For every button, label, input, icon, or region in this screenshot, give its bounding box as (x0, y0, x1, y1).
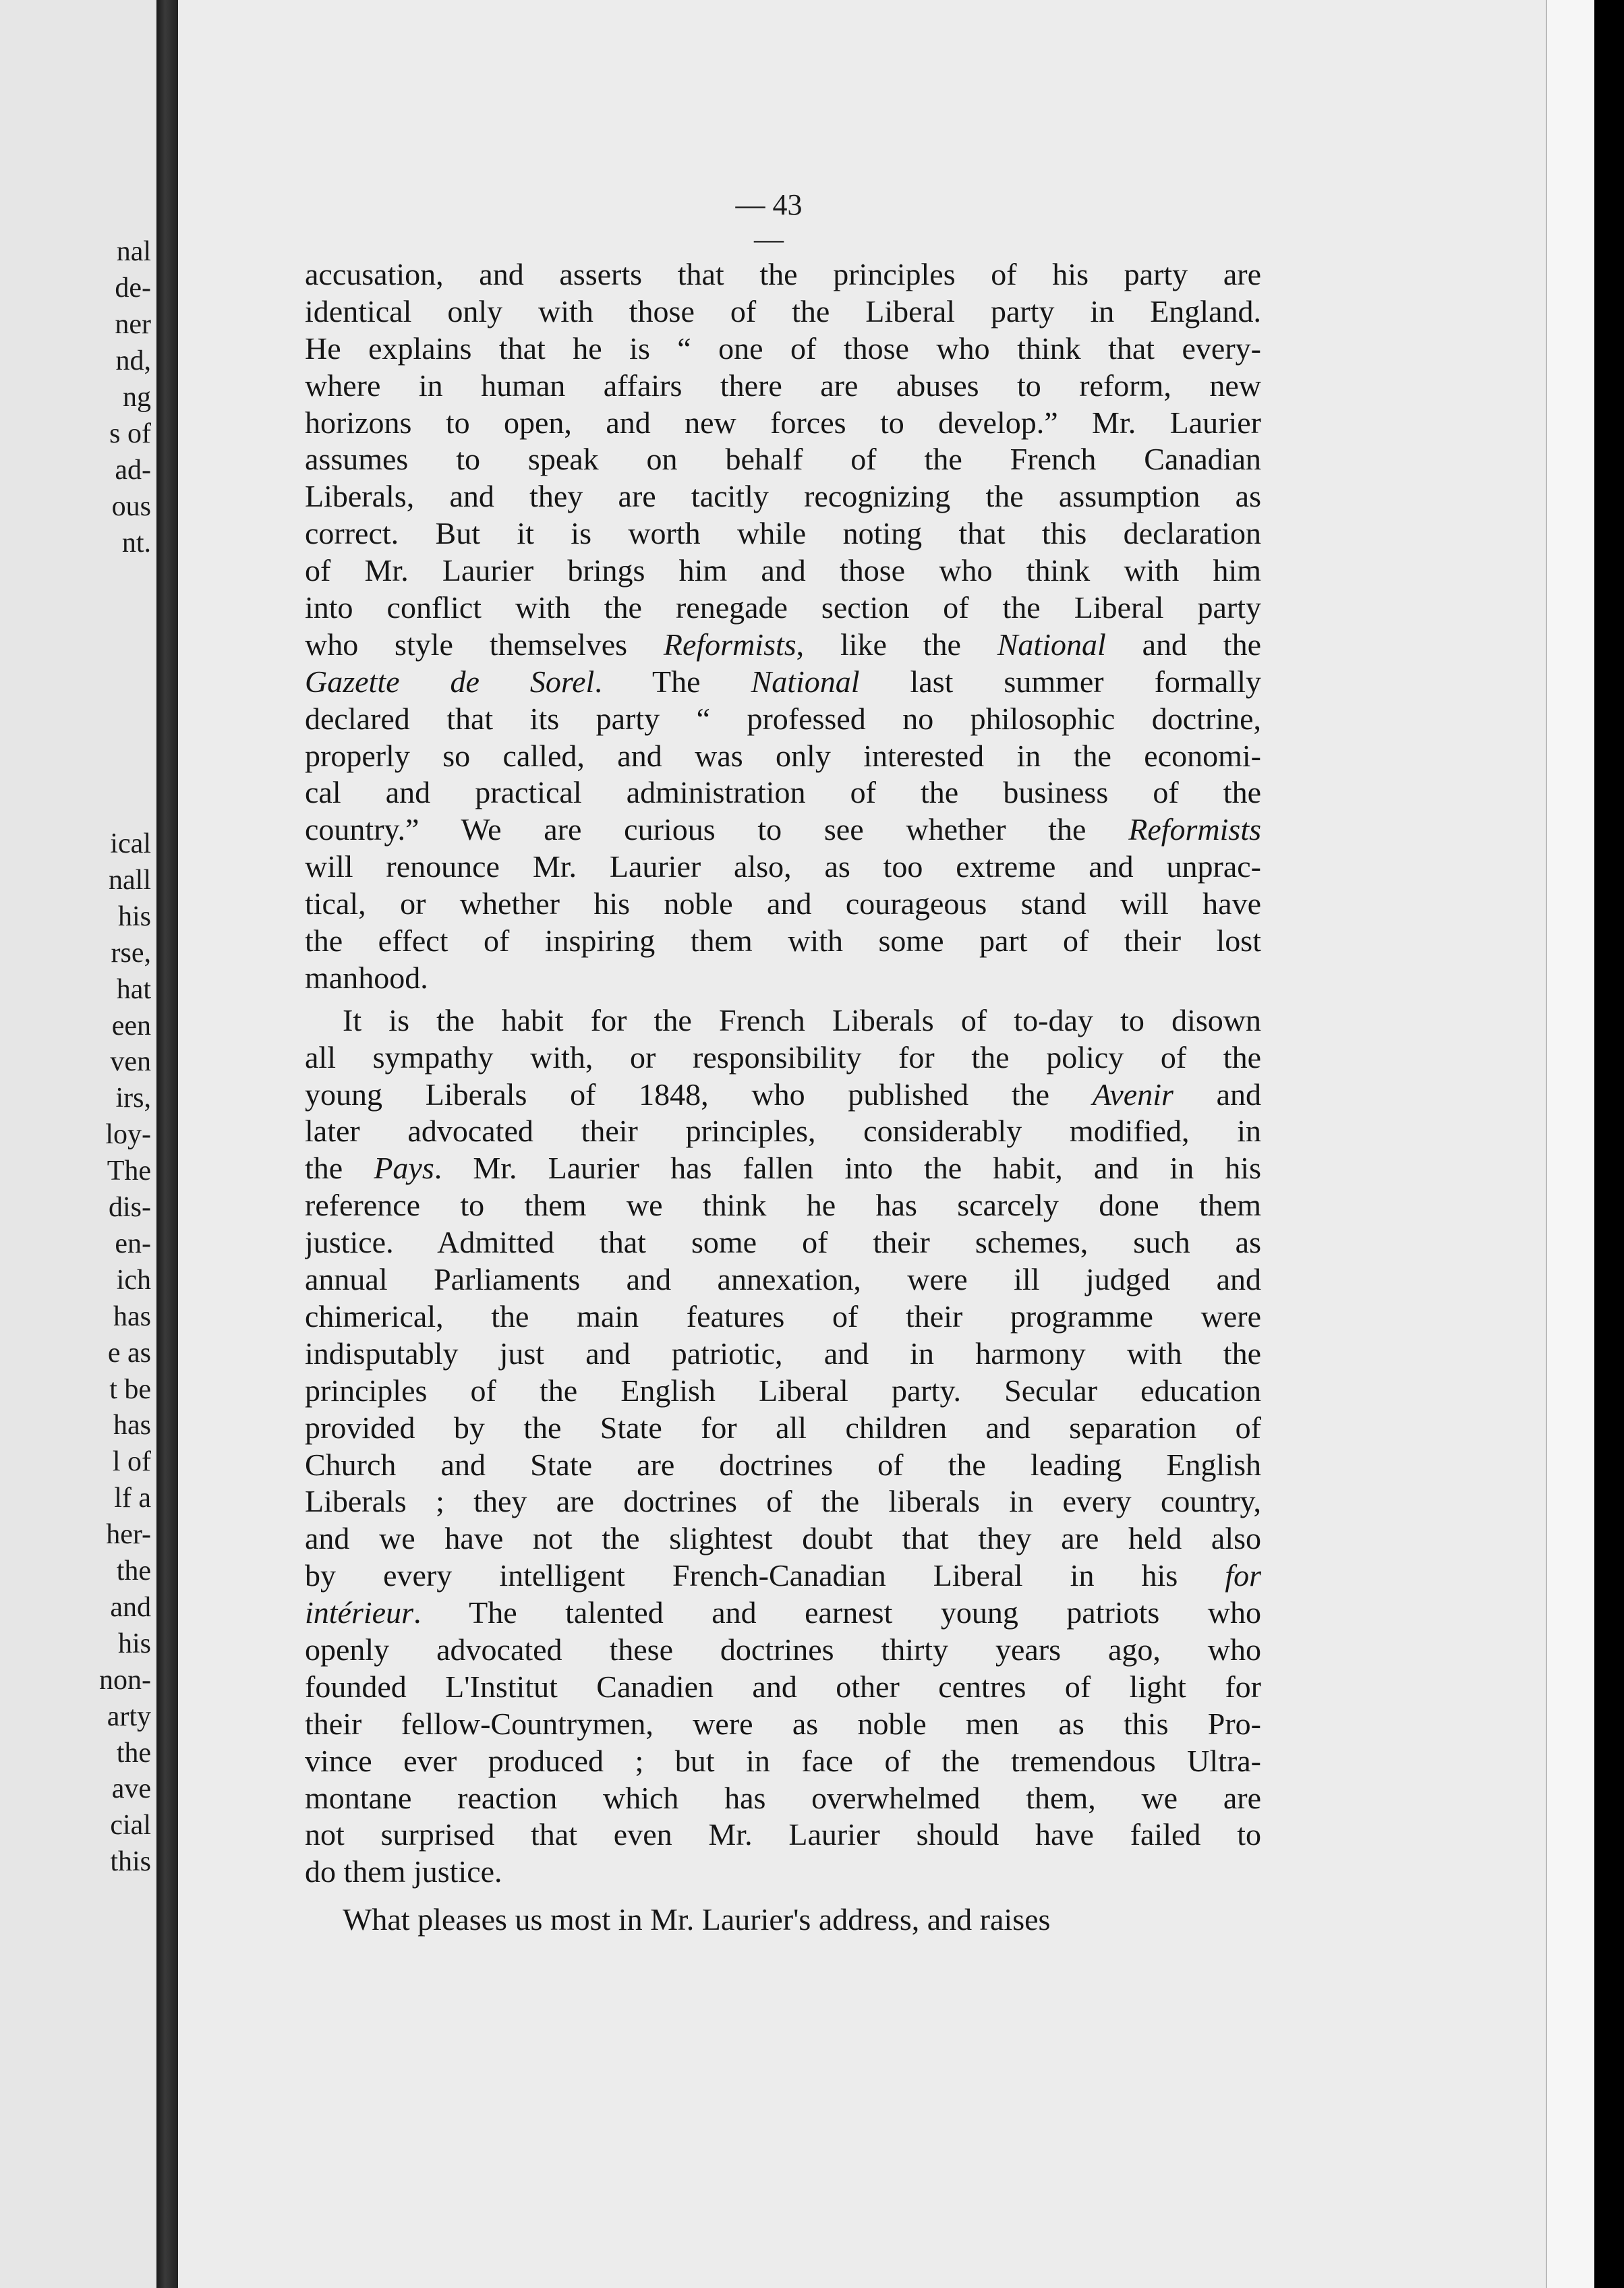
left-page-fragment: e as (107, 1337, 151, 1369)
left-page-fragment: ich (116, 1264, 151, 1296)
left-page-fragment: dis- (109, 1192, 151, 1223)
text-line: where in human affairs there are abuses to reform, new (305, 368, 1261, 403)
text-line: Liberals ; they are doctrines of the liberals in every country, (305, 1484, 1261, 1519)
left-page-fragment: rse, (111, 937, 151, 969)
left-page-fragment: cial (110, 1810, 151, 1841)
text-line: properly so called, and was only interested in the economi- (305, 738, 1261, 773)
left-page-fragment: arty (107, 1700, 151, 1732)
left-page-fragment: has (113, 1410, 151, 1441)
left-page-fragment: ous (111, 491, 151, 522)
text-line: the effect of inspiring them with some part of their lost (305, 923, 1261, 959)
left-page-fragment: l of (112, 1446, 151, 1478)
text-line: reference to them we think he has scarcely done them (305, 1188, 1261, 1223)
text-line: principles of the English Liberal party. Secular education (305, 1373, 1261, 1408)
text-line: correct. But it is worth while noting that this declaration (305, 516, 1261, 551)
text-line: It is the habit for the French Liberals of to-day to disown (343, 1002, 1261, 1037)
text-line: Church and State are doctrines of the leading English (305, 1447, 1261, 1482)
page-number: — 43 — (735, 188, 803, 256)
left-page-edge (0, 0, 156, 2288)
text-line: Liberals, and they are tacitly recognizing the assumption as (305, 479, 1261, 514)
text-line: later advocated their principles, considerably modified, in (305, 1114, 1261, 1149)
text-line: intérieur. The talented and earnest young patriots who (305, 1595, 1261, 1630)
left-page-fragment: ad- (115, 455, 151, 486)
left-page-fragment: the (116, 1555, 151, 1586)
text-line: country.” We are curious to see whether the Reformists (305, 812, 1261, 847)
text-line: cal and practical administration of the business of the (305, 775, 1261, 810)
text-line: into conflict with the renegade section of the Liberal party (305, 590, 1261, 625)
text-line: provided by the State for all children and separation of (305, 1410, 1261, 1445)
text-line: do them justice. (305, 1854, 502, 1889)
left-page-fragment: her- (106, 1519, 151, 1551)
text-line: young Liberals of 1848, who published the Avenir and (305, 1077, 1261, 1112)
text-line: their fellow-Countrymen, were as noble men as this Pro- (305, 1706, 1261, 1741)
left-page-fragment: nt. (121, 527, 151, 559)
left-page-fragment: The (107, 1155, 151, 1187)
text-line: justice. Admitted that some of their schemes, such as (305, 1225, 1261, 1260)
left-page-fragment: ng (123, 382, 151, 413)
text-line: tical, or whether his noble and courageous stand will have (305, 886, 1261, 921)
left-page-fragment: nal (116, 236, 151, 267)
text-line: montane reaction which has overwhelmed them, we are (305, 1780, 1261, 1815)
left-page-fragment: his (117, 900, 151, 932)
right-page-edge (1546, 0, 1594, 2288)
left-page-fragment: ner (115, 309, 151, 340)
left-page-fragment: de- (115, 273, 151, 304)
left-page-fragment: irs, (115, 1083, 151, 1114)
text-line: indisputably just and patriotic, and in harmony with the (305, 1336, 1261, 1371)
left-page-fragment: the (116, 1737, 151, 1769)
text-line: horizons to open, and new forces to develop.” Mr. Laurier (305, 405, 1261, 440)
left-page-fragment: his (117, 1628, 151, 1659)
text-line: He explains that he is “ one of those who think that every- (305, 331, 1261, 366)
text-line: What pleases us most in Mr. Laurier's address, and raises (343, 1902, 1051, 1937)
text-line: manhood. (305, 960, 428, 995)
left-page-fragment: hat (116, 973, 151, 1005)
left-page-fragment: ven (110, 1046, 151, 1078)
text-line: annual Parliaments and annexation, were ill judged and (305, 1262, 1261, 1297)
left-page-fragment: and (110, 1591, 151, 1623)
text-line: openly advocated these doctrines thirty years ago, who (305, 1632, 1261, 1667)
text-line: assumes to speak on behalf of the French Canadian (305, 442, 1261, 477)
left-page-fragment: has (113, 1300, 151, 1332)
text-line: of Mr. Laurier brings him and those who think with him (305, 553, 1261, 588)
text-line: Gazette de Sorel. The National last summer formally (305, 664, 1261, 699)
left-page-fragment: loy- (105, 1119, 151, 1151)
left-page-fragment: een (111, 1010, 151, 1041)
left-page-fragment: ical (110, 828, 151, 859)
text-line: founded L'Institut Canadien and other centres of light for (305, 1669, 1261, 1704)
left-page-fragment: non- (99, 1664, 151, 1696)
text-line: all sympathy with, or responsibility for the policy of the (305, 1039, 1261, 1075)
left-page-fragment: s of (109, 418, 151, 449)
left-page-fragment: nall (109, 864, 151, 896)
body-text (305, 256, 1261, 1939)
text-line: identical only with those of the Liberal party in England. (305, 293, 1261, 328)
book-spine (156, 0, 178, 2288)
text-line: will renounce Mr. Laurier also, as too extreme and unprac- (305, 849, 1261, 884)
left-page-fragment: ave (111, 1773, 151, 1805)
text-line: not surprised that even Mr. Laurier should have failed to (305, 1817, 1261, 1852)
text-line: vince ever produced ; but in face of the tremendous Ultra- (305, 1743, 1261, 1778)
text-line: and we have not the slightest doubt that they are held also (305, 1521, 1261, 1556)
text-line: the Pays. Mr. Laurier has fallen into the habit, and in his (305, 1151, 1261, 1186)
text-line: accusation, and asserts that the principles of his party are (305, 257, 1261, 291)
left-page-fragment: en- (115, 1228, 151, 1259)
left-page-fragment: t be (109, 1373, 151, 1405)
text-line: declared that its party “ professed no philosophic doctrine, (305, 701, 1261, 736)
text-line: by every intelligent French-Canadian Liberal in his for (305, 1558, 1261, 1593)
left-page-fragment: lf a (114, 1483, 151, 1514)
text-line: chimerical, the main features of their programme were (305, 1298, 1261, 1334)
text-line: who style themselves Reformists, like the National and the (305, 627, 1261, 662)
left-page-fragment: nd, (115, 345, 151, 376)
left-page-fragment: this (110, 1846, 151, 1878)
